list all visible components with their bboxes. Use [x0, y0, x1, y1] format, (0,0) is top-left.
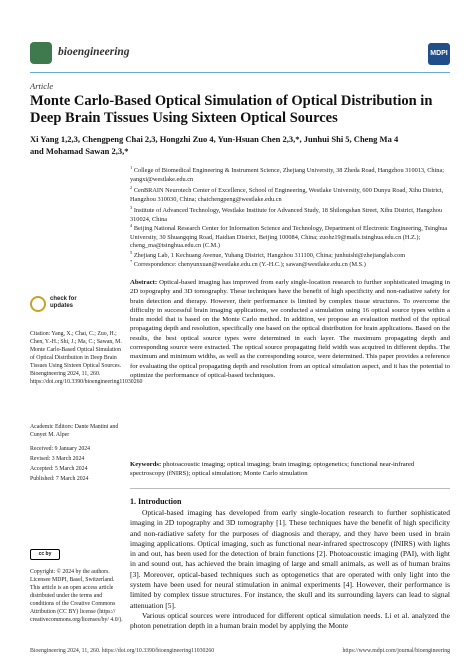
journal-name: bioengineering [58, 46, 130, 58]
author-line-1: Xi Yang 1,2,3, Chengpeng Chai 2,3, Hongzhi Zuo 4, Yun-Hsuan Chen 2,3,*, Junhui Shi 5, Cheng Ma 4 [30, 134, 399, 144]
paper-title: Monte Carlo-Based Optical Simulation of Optical Distribution in Deep Brain Tissues Using Sixteen Optical Sources [30, 93, 433, 126]
revised-date: Revised: 3 March 2024 [30, 456, 85, 462]
affiliation-3: $^3$ Institute of Advanced Technology, Westlake Institute for Advanced Study, 18 Shilongshan Street, Xihu District, Hangzhou 310024, China [130, 205, 443, 223]
affiliation-1: $^1$ College of Biomedical Engineering & Instrument Science, Zhejiang University, 38 Zheda Road, Hangzhou 310013, China; yangxi@westlake.edu.cn [130, 165, 444, 183]
journal-logo [30, 42, 52, 64]
accepted-date: Accepted: 5 March 2024 [30, 466, 88, 472]
author-line-2: and Mohamad Sawan 2,3,* [30, 146, 129, 156]
publisher-logo: MDPI [428, 43, 450, 65]
keywords: Keywords: photoacoustic imaging; optical imaging; brain imaging; optogenetics; functional near-infrared spectroscopy (fNIRS); optical simulation; Monte Carlo simulation [130, 461, 415, 478]
check-updates-label[interactable]: check for updates [50, 296, 77, 309]
correspondence: * Correspondence: chenyunxuan@westlake.edu.cn (Y.-H.C.); sawan@westlake.edu.cn (M.S.) [130, 259, 366, 269]
cc-license-badge[interactable]: cc by [30, 549, 60, 560]
section-heading: 1. Introduction [130, 497, 182, 506]
article-type: Article [30, 81, 54, 91]
intro-paragraph-1: Optical-based imaging has developed from early single-location research to further sophisticated imaging in 2D topography and 3D tomography [1]. These techniques have the benefit of high specificity and non-radiative safety for the purposes of diagnosis and therapy, and they have been used in brain imaging applications. Optical imaging, such as functional near-infrared spectroscopy (fNIRS) with lights in and out, has been used for the detection of brain functions [2]. Photoacoustic imaging (PAI), with light in and sound out, has achieved the brain imaging of large and small animals, as well as of human brains [3]. Moreover, optical-based techniques such as optogenetics that are operated with only light into the system have been used for neural stimulation in animal experiments [4]. However, their performance is limited by complex tissue structures. For instance, the skull and its surrounding layers can lead to signal attenuation [5]. [130, 508, 450, 610]
abstract-divider [130, 488, 450, 489]
received-date: Received: 9 January 2024 [30, 446, 91, 452]
page-footer [30, 648, 450, 654]
citation: Citation: Yang, X.; Chai, C.; Zuo, H.; Chen, Y.-H.; Shi, J.; Ma, C.; Sawan, M. Monte Carlo-Based Optical Simulation of Optical Distribution in Deep Brain Tissues Using Sixteen Optical Sources. Bioengineering 2024, 11, 260. https://doi.org/10.3390/bioengineering11030260 [30, 331, 143, 385]
abstract: Abstract: Optical-based imaging has improved from early single-location research to further sophisticated imaging in 2D topography and 3D tomography. These techniques have the benefit of high specificity and non-radiative safety for brain detection and therapy. However, their performance is limited by complex tissue structures. To overcome the difficulty in successful brain imaging applications, we conducted a simulation using 16 optical source types within a brain model that is based on the Monte Carlo method. In addition, we propose an evaluation method of the optical propagating depth and resolution, specifically one based on the optical distribution for brain applications. Based on the results, the best optical source types were determined in each layer. The maximum propagating depth and corresponding source were extracted. The optical source propagating field width was acquired in different depths. The maximum and minimum widths, as well as the corresponding source, were determined. This paper provides a reference for evaluating the optical propagating depth and resolution from an optical simulation aspect, and it has the potential to optimize the performance of optical-based techniques. [130, 279, 451, 379]
academic-editors: Academic Editors: Dante Mantini and Cunyet M. Alper [30, 424, 119, 438]
footer-citation: Bioengineering 2024, 11, 260. https://doi.org/10.3390/bioengineering11030260 [30, 648, 215, 654]
header-rule [30, 72, 450, 73]
affiliation-2: $^2$ CenBRAIN Neurotech Center of Excellence, School of Engineering, Westlake University, 600 Dunyu Road, Xihu District, Hangzhou 310030, China; chaichengpeng@westlake.edu.cn [130, 185, 444, 203]
intro-paragraph-2: Various optical sources were introduced for different optical simulation needs. Li et al. analyzed the photon penetration depth in a human brain model by applying the Monte [130, 610, 450, 631]
copyright: Copyright: © 2024 by the authors. Licensee MDPI, Basel, Switzerland. This article is an open access article distributed under the terms and conditions of the Creative Commons Attribution (CC BY) license (https:// creativecommons.org/licenses/by/ 4.0/). [30, 569, 123, 623]
author-list [30, 133, 450, 157]
footer-url[interactable]: https://www.mdpi.com/journal/bioengineering [342, 648, 450, 654]
affiliation-4: $^4$ Beijing National Research Center for Information Science and Technology, Department of Electronic Engineering, Tsinghua University, 30 Shuangqing Road, Haidian District, Beijing 100084, China; zuohz19@mails.tsinghua.edu.cn (H.Z.); cheng_ma@tsinghua.edu.cn (C.M.) [130, 223, 448, 250]
affiliation-5: $^5$ Zhejiang Lab, 1 Kechuang Avenue, Yuhang District, Hangzhou 311100, China; junhuishi@zhejianglab.com [130, 250, 406, 260]
intro-text [130, 508, 450, 632]
check-updates-icon[interactable] [30, 296, 46, 312]
published-date: Published: 7 March 2024 [30, 476, 89, 482]
